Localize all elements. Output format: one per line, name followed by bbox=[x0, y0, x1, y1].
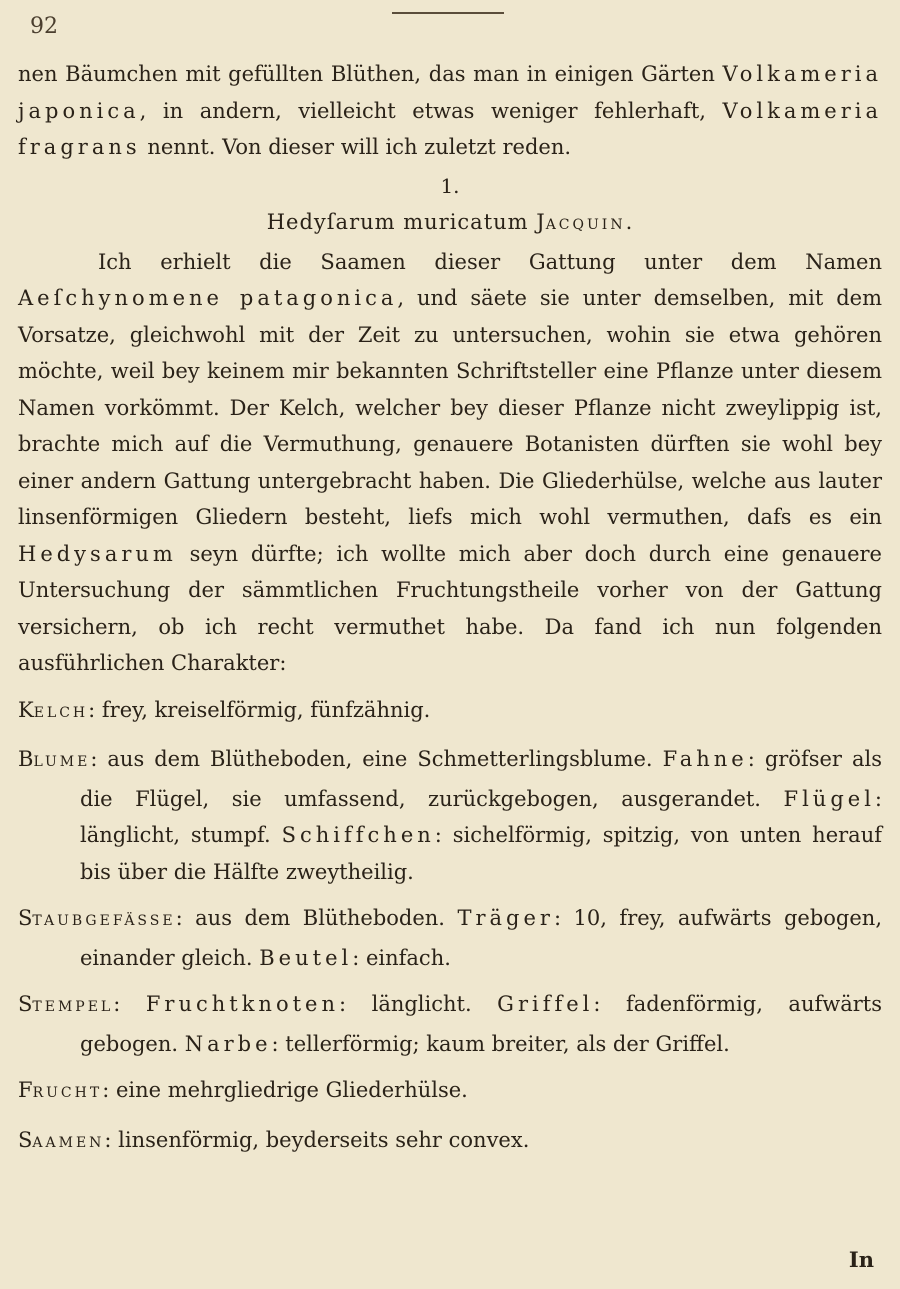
author-name: ACQUIN bbox=[545, 217, 626, 233]
paragraph-continuation: nen Bäumchen mit gefüllten Blüthen, das man in einigen Gärten Volkameria japonica, in andern, vielleicht etwas weniger fehlerhaft, Volkameria fragrans nennt. Von dieser will ich zuletzt reden. bbox=[18, 62, 882, 159]
genus-name: Hedysarum bbox=[18, 541, 177, 566]
section-heading: Hedyſarum muricatum JACQUIN. bbox=[266, 210, 634, 234]
species-name: Aeſchynomene patagonica bbox=[18, 286, 398, 310]
entry-blume: BLUME: aus dem Blütheboden, eine Schmetterlingsblume. Fahne: gröfser als die Flügel, sie umfassend, zurückgebogen, ausgerandet. Flügel: länglicht, stumpf. Schiffchen: sichelförmig, spitzig, von unten herauf bis über die Hälfte zweytheilig. bbox=[18, 747, 882, 884]
entry-saamen: SAAMEN: linsenförmig, beyderseits sehr convex. bbox=[18, 1127, 530, 1152]
entry-kelch: KELCH: frey, kreiselförmig, fünfzähnig. bbox=[18, 697, 431, 722]
header-rule bbox=[392, 12, 504, 14]
entry-staubgefaesse: STAUBGEFÄSSE: aus dem Blütheboden. Träger: 10, frey, aufwärts gebogen, einander gleich. Beutel: einfach. bbox=[18, 906, 882, 970]
section-number: 1. bbox=[440, 173, 460, 198]
species-name: Volkameria japonica bbox=[18, 62, 882, 123]
page-number: 92 bbox=[30, 14, 58, 39]
body-text bbox=[18, 56, 882, 1161]
main-paragraph: Ich erhielt die Saamen dieser Gattung unter dem Namen Aeſchynomene patagonica, und säete sie unter demselben, mit dem Vorsatze, gleichwohl mit der Zeit zu untersuchen, wohin sie etwa gehören möchte, weil bey keinem mir bekannten Schriftsteller eine Pflanze unter diesem Namen vorkömmt. Der Kelch, welcher bey dieser Pflanze nicht zweylippig ist, brachte mich auf die Vermuthung, genauere Botanisten dürften sie wohl bey einer andern Gattung untergebracht haben. Die Gliederhülse, welche aus lauter linsenförmigen Gliedern besteht, liefs mich wohl vermuthen, dafs es ein Hedysarum seyn dürfte; ich wollte mich aber doch durch eine genauere Untersuchung der sämmtlichen Fruchtungstheile vorher von der Gattung versichern, ob ich recht vermuthet habe. Da fand ich nun folgenden ausführlichen Charakter: bbox=[18, 249, 882, 675]
entry-stempel: STEMPEL: Fruchtknoten: länglicht. Griffel: fadenförmig, aufwärts gebogen. Narbe: tellerförmig; kaum breiter, als der Griffel. bbox=[18, 992, 882, 1056]
species-name: Volkameria fragrans bbox=[18, 98, 882, 159]
entry-frucht: FRUCHT: eine mehrgliedrige Gliederhülse. bbox=[18, 1078, 468, 1102]
catchword: In bbox=[848, 1247, 874, 1272]
